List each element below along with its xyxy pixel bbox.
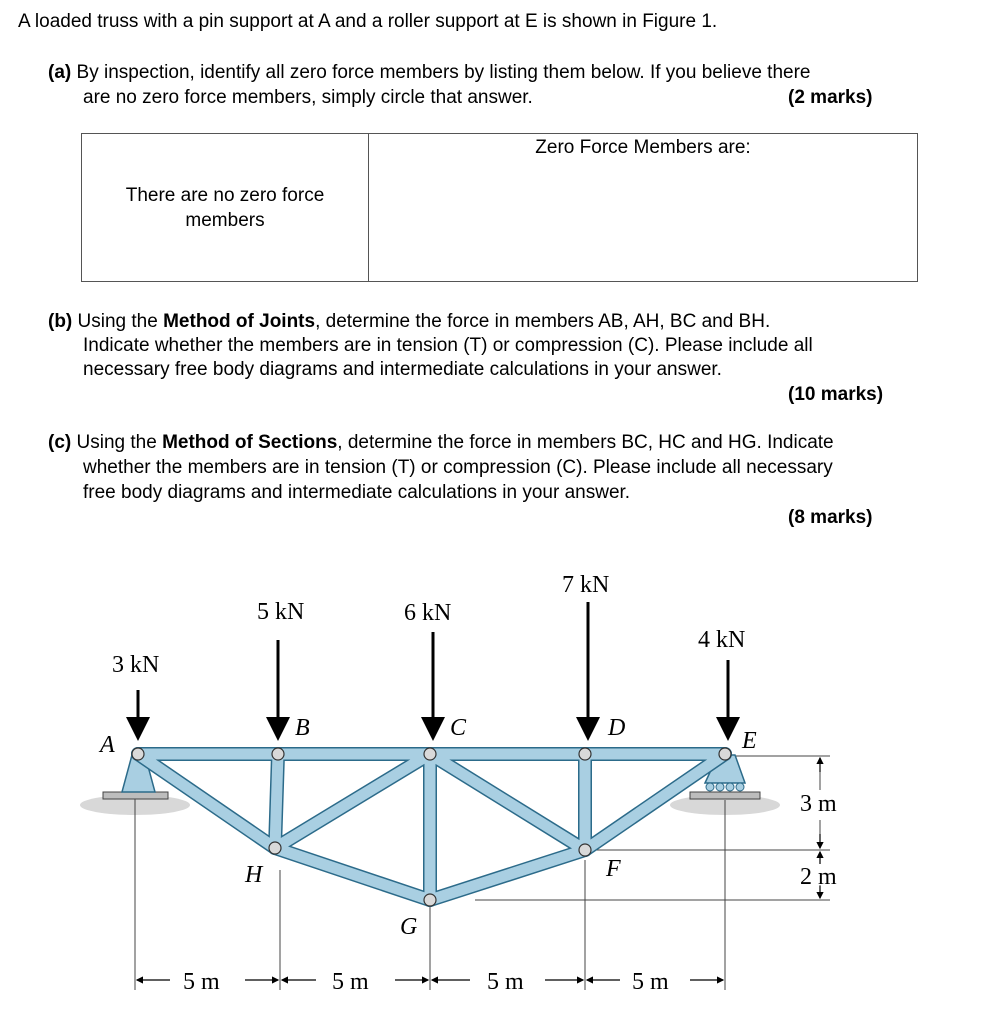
part-b-label: (b) [48,311,73,332]
zero-force-header: Zero Force Members are: [535,137,751,158]
part-c-pre: Using the [76,432,163,453]
joint-label-e: E [742,728,757,754]
height-label-1: 3 m [800,791,837,817]
part-b-post: , determine the force in members AB, AH, BC and BH. [315,311,771,332]
part-c-marks: (8 marks) [788,507,873,528]
part-c-line1 [48,431,834,455]
truss-members [138,754,725,900]
load-label-a: 3 kN [112,652,160,678]
no-zero-force-text: There are no zero force members [125,184,325,231]
joint-label-g: G [400,914,418,940]
part-b-line2: Indicate whether the members are in tension (T) or compression (C). Please include all [83,335,813,356]
part-a-marks: (2 marks) [788,87,873,108]
joint-label-f: F [606,856,621,882]
part-b-line1 [48,310,770,334]
load-label-d: 7 kN [562,572,610,598]
joint-label-b: B [295,715,310,741]
load-label-e: 4 kN [698,627,746,653]
part-c-line2: whether the members are in tension (T) or compression (C). Please include all necessary [83,457,833,478]
joint-label-d: D [608,715,626,741]
height-label-2: 2 m [800,864,837,890]
part-c-line3: free body diagrams and intermediate calculations in your answer. [83,482,631,503]
no-zero-force-option[interactable] [82,134,369,282]
part-b-pre: Using the [77,311,164,332]
part-a-label: (a) [48,62,72,83]
part-c-post: , determine the force in members BC, HC and HG. Indicate [337,432,834,453]
part-b-marks: (10 marks) [788,384,884,405]
load-label-c: 6 kN [404,600,452,626]
span-label-3: 5 m [487,969,524,995]
part-a-line2: are no zero force members, simply circle that answer. [83,87,533,108]
part-b-method: Method of Joints [163,311,316,332]
joint-label-a: A [100,732,115,758]
intro-text: A loaded truss with a pin support at A and a roller support at E is shown in Figure 1. [18,11,718,32]
joint-label-c: C [450,715,467,741]
span-label-1: 5 m [183,969,220,995]
span-label-2: 5 m [332,969,369,995]
part-c-method: Method of Sections [162,432,338,453]
part-a-text1: By inspection, identify all zero force members by listing them below. If you believe there [76,62,811,83]
load-label-b: 5 kN [257,599,305,625]
joint-label-h: H [245,862,263,888]
zero-force-table [81,133,918,282]
part-a-line1 [48,61,810,85]
part-c-label: (c) [48,432,72,453]
zero-force-answer-cell[interactable] [369,134,918,282]
truss-figure [0,540,986,1010]
span-label-4: 5 m [632,969,669,995]
part-b-line3: necessary free body diagrams and intermediate calculations in your answer. [83,359,722,380]
